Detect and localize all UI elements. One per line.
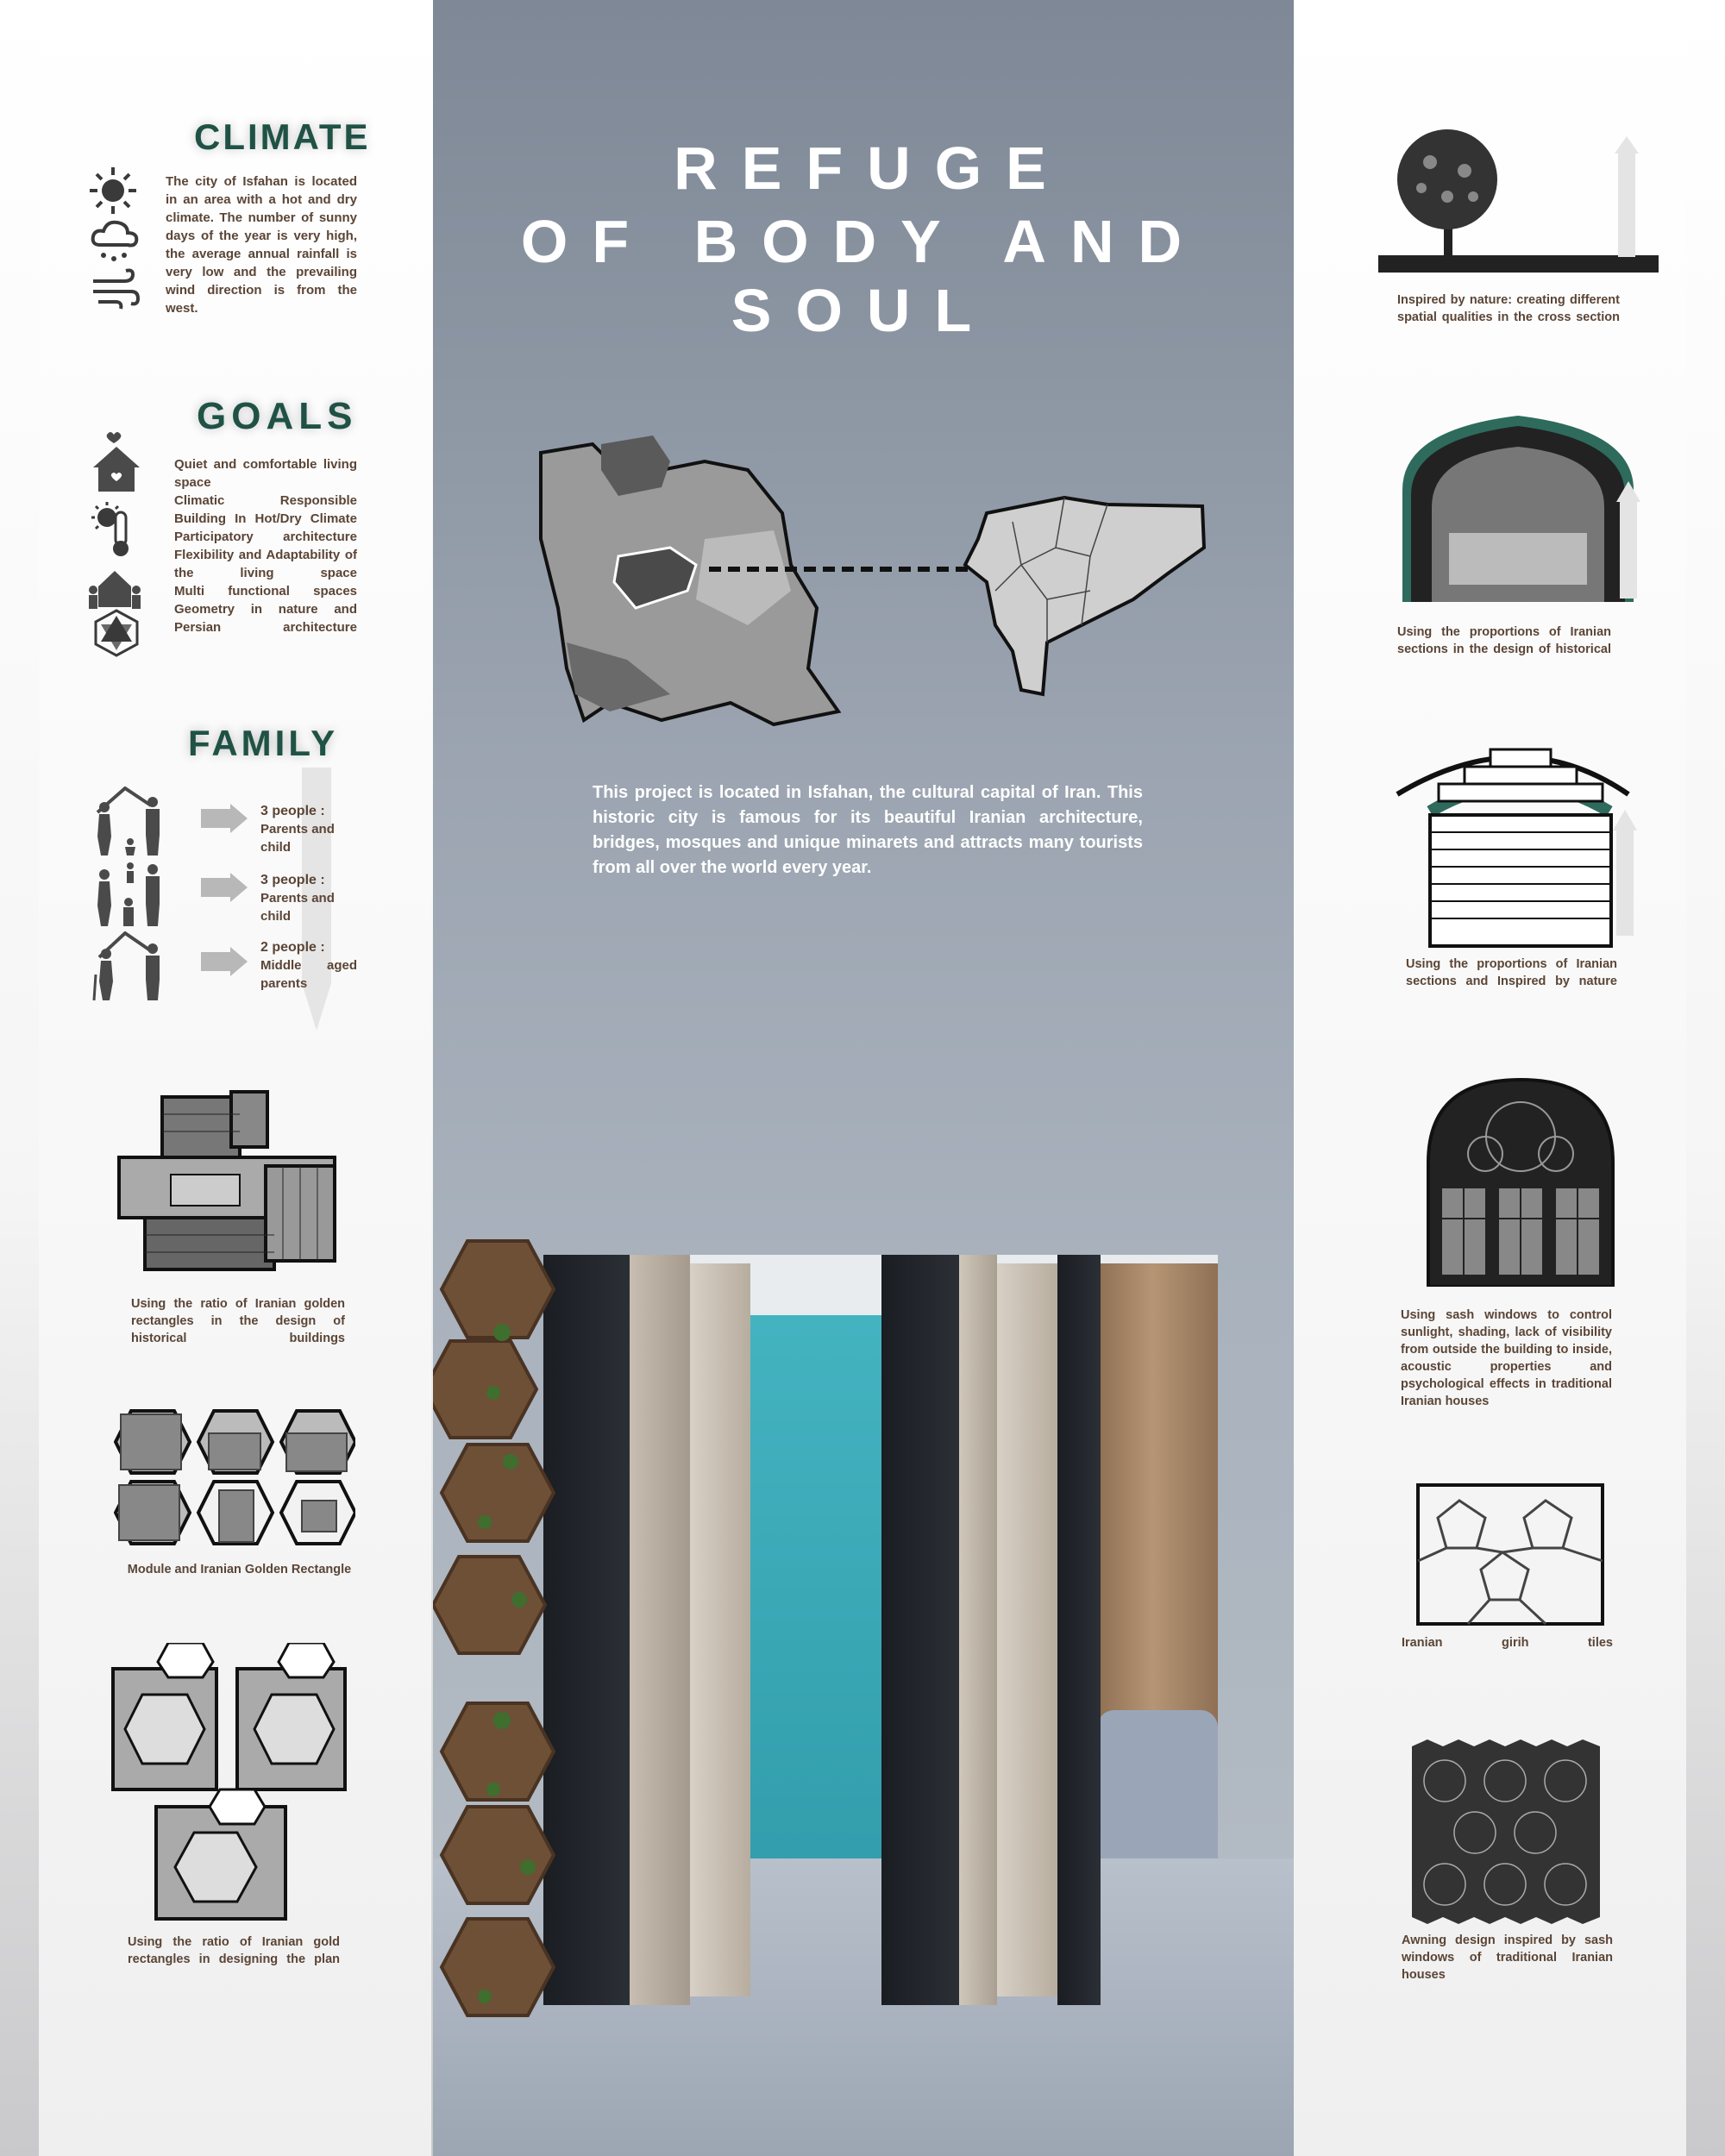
house-heart-icon (90, 423, 143, 495)
iran-map (532, 436, 860, 729)
title-line-2: OF BODY AND SOUL (520, 208, 1207, 344)
tree-caption: Inspired by nature: creating different spatial qualities in the cross section (1397, 293, 1620, 324)
family-group-1 (260, 802, 357, 856)
family-heading: FAMILY (188, 723, 339, 763)
arrow-icon (201, 873, 248, 902)
sun-icon (86, 164, 140, 217)
plan-hexagons-drawing (108, 1643, 358, 1923)
tree-drawing (1378, 128, 1659, 274)
module-hexagons-drawing (114, 1407, 355, 1547)
awning-pattern-drawing (1410, 1738, 1602, 1926)
wind-icon (90, 267, 141, 312)
arrow-icon (201, 804, 248, 833)
goal-item: Flexibility and Adaptability of the living space (174, 548, 357, 580)
arch-photo (1397, 412, 1647, 602)
goal-item: Multi functional spaces (174, 584, 357, 599)
goal-item: Climatic Responsible Building In Hot/Dry Climate (174, 493, 357, 526)
bed (1097, 1710, 1218, 1874)
hexagram-icon (93, 609, 140, 657)
hexagon-shelves (433, 1238, 571, 2031)
family-silhouette-icon (91, 857, 168, 928)
arrow-icon (201, 947, 248, 976)
door-panel (690, 1263, 750, 1996)
awning-caption: Awning design inspired by sash windows of traditional Iranian houses (1402, 1934, 1613, 1982)
people-house-icon (86, 561, 143, 611)
family-count: 2 people : (260, 940, 325, 955)
arch-caption: Using the proportions of Iranian sections in the design of historical (1397, 625, 1611, 656)
goal-item: Participatory architecture (174, 530, 357, 544)
center-panel (433, 0, 1294, 2156)
climate-heading: CLIMATE (194, 116, 371, 157)
door-panel (881, 1255, 959, 2005)
sash-window-drawing (1425, 1076, 1616, 1287)
family-group-3 (260, 938, 357, 993)
family-count: 3 people : (260, 804, 325, 818)
intro-text: This project is located in Isfahan, the cultural capital of Iran. This historic city is famous for its beautiful Iranian architecture, bridges, mosques and unique minarets and attracts many tourists from all over the world every year. (593, 783, 1143, 877)
door-panel (959, 1255, 997, 2005)
family-desc: Parents and child (260, 822, 335, 855)
goals-list (174, 455, 357, 636)
isfahan-province-map (961, 496, 1220, 699)
family-group-2 (260, 871, 357, 925)
goal-item: Geometry in nature and Persian architecture (174, 602, 357, 635)
climate-text: The city of Isfahan is located in an area with a hot and dry climate. The number of sunny days of the year is very high, the average annual rainfall is very low and the prevailing wind direction is from the west. (166, 174, 357, 316)
door-panel (997, 1263, 1057, 1996)
roof-section-drawing (1396, 746, 1646, 953)
title-line-1: REFUGE (674, 135, 1070, 202)
girih-caption: Iranian girih tiles (1402, 1636, 1613, 1650)
thermometer-sun-icon (90, 500, 140, 559)
door-panel (630, 1255, 690, 2005)
family-desc: Middle aged parents (260, 958, 357, 991)
family-silhouette-icon (91, 931, 168, 1002)
room-photo (433, 1238, 1294, 2156)
goal-item: Quiet and comfortable living space (174, 457, 357, 490)
family-silhouette-icon (91, 787, 168, 857)
girih-tiles-drawing (1416, 1483, 1604, 1626)
golden-plan-caption: Using the ratio of Iranian golden rectangles in the design of historical buildings (131, 1297, 345, 1345)
rain-cloud-icon (88, 217, 141, 266)
family-desc: Parents and child (260, 891, 335, 924)
sash-caption: Using sash windows to control sunlight, shading, lack of visibility from outside the building to inside, acoustic properties and psychological effects in traditional Iranian houses (1401, 1308, 1612, 1408)
module-caption: Module and Iranian Golden Rectangle (127, 1563, 352, 1576)
connector-dashed-line (709, 562, 968, 576)
door-panel (1057, 1255, 1101, 2005)
goals-heading: GOALS (197, 395, 358, 437)
roof-caption: Using the proportions of Iranian sections and Inspired by nature (1406, 957, 1617, 988)
family-count: 3 people : (260, 873, 325, 887)
plan-caption: Using the ratio of Iranian gold rectangles in designing the plan (128, 1935, 340, 1966)
historical-plan-drawing (110, 1088, 343, 1278)
